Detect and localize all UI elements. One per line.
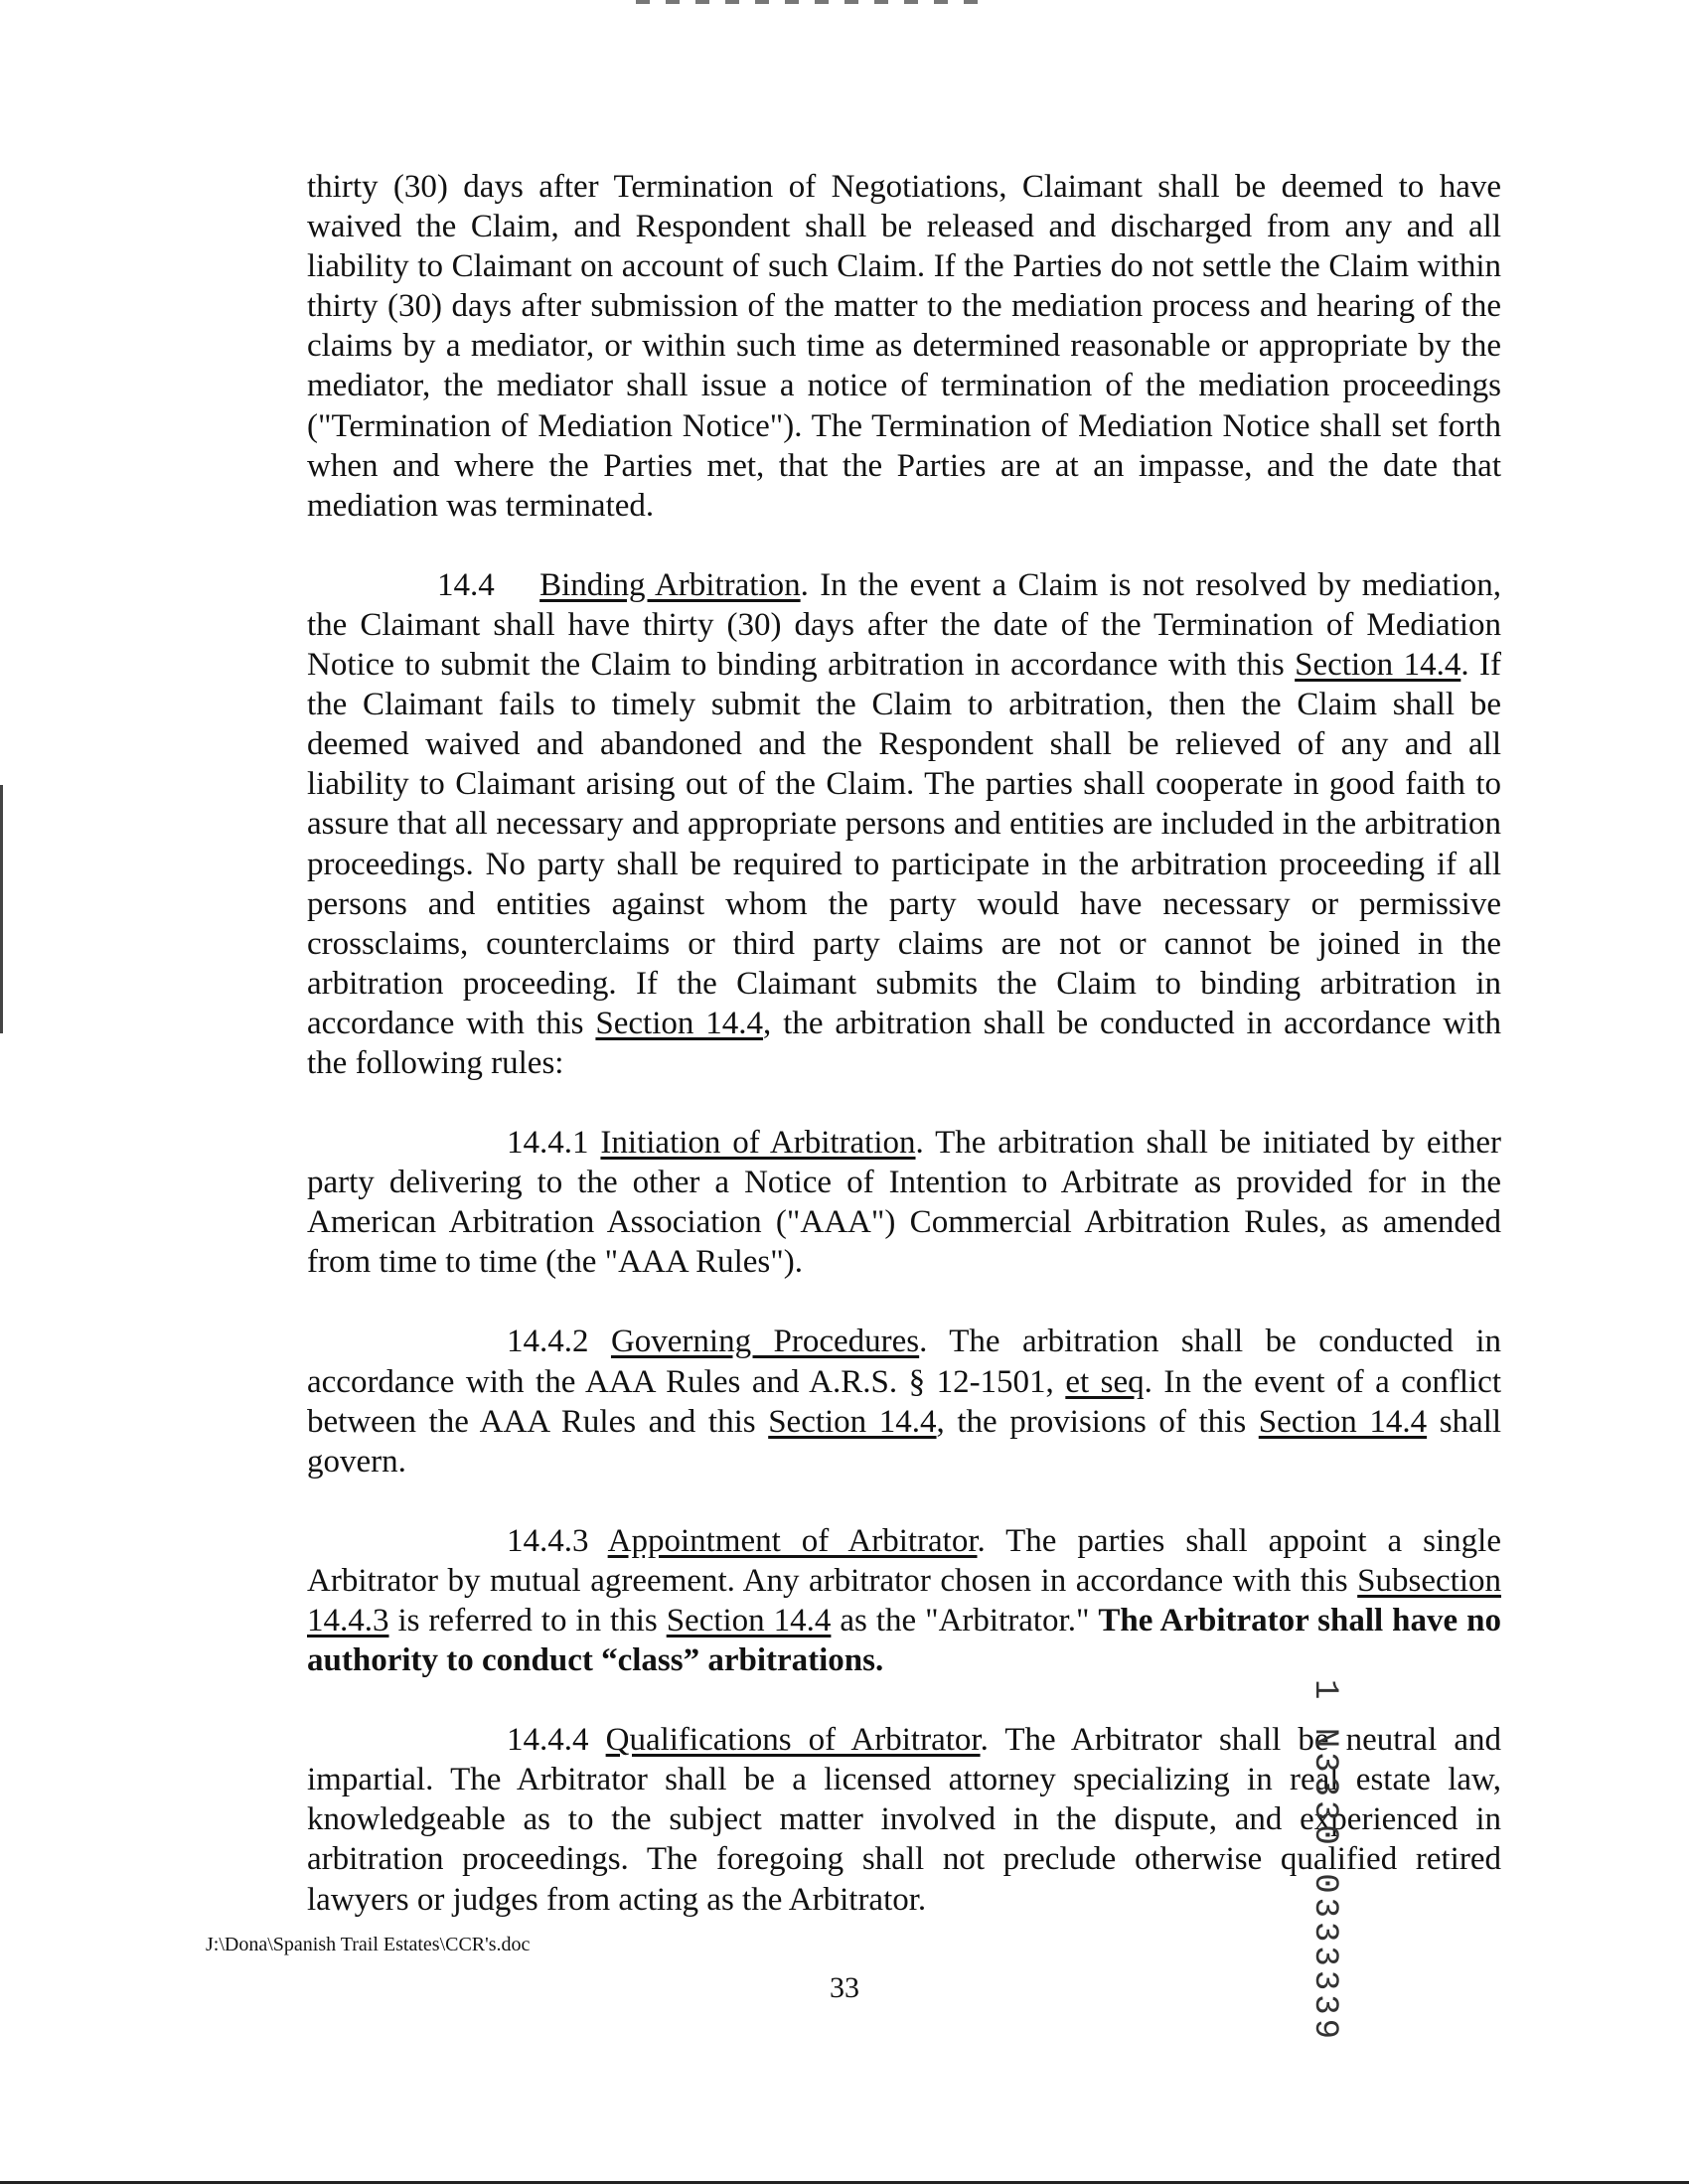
section-text: . The arbitration shall be initiated by either party delivering to the other a Notice of Intention to Arbitrate as provided for in the American Arbitration Association ("AAA") Commercial Arbitration Rules, as amended from time to time (the "AAA Rules").: [307, 1125, 1502, 1281]
section-number: 14.4: [437, 566, 495, 603]
section-14-4-1: [307, 1123, 1501, 1282]
section-text: . If the Claimant fails to timely submit the Claim to arbitration, then the Claim shall be deemed waived and abandoned and the Respondent shall be relieved of any and all liability to Claimant arising out of the Claim. The parties shall cooperate in good faith to assure that all necessary and appropriate persons and entities are included in the arbitration proceedings. No party shall be required to participate in the arbitration proceeding if all persons and entities against whom the party would have necessary or permissive crossclaims, counterclaims or third party claims are not or cannot be joined in the arbitration proceeding. If the Claimant submits the Claim to binding arbitration in accordance with this: [307, 647, 1502, 1041]
section-text: is referred to in this: [388, 1603, 667, 1638]
section-reference: Subsection 14.4.3: [307, 1562, 1501, 1638]
scan-artifact-top: [636, 0, 994, 4]
section-text: , the provisions of this: [936, 1403, 1259, 1440]
section-title: Initiation of Arbitration: [600, 1125, 916, 1162]
section-text: shall govern.: [307, 1403, 1502, 1480]
section-text: . The Arbitrator shall be neutral and impartial. The Arbitrator shall be a licensed attorney specializing in real estate law, knowledgeable as to the subject matter involved in the dispute, and experienced in arbitration proceedings. The foregoing shall not preclude otherwise qualified retired lawyers or judges from acting as the Arbitrator.: [307, 1722, 1501, 1918]
section-title: Governing Procedures: [610, 1324, 920, 1360]
section-number: 14.4.3: [507, 1522, 589, 1559]
section-text: , the arbitration shall be conducted in accordance with the following rules:: [307, 1005, 1502, 1081]
section-title: Appointment of Arbitrator: [607, 1522, 978, 1559]
body-text: [307, 167, 1501, 1920]
section-title: Qualifications of Arbitrator: [605, 1722, 981, 1759]
section-text: . In the event of a conflict between the AAA Rules and this: [307, 1363, 1501, 1440]
section-reference: Section 14.4: [595, 1005, 764, 1041]
section-text: as the "Arbitrator.": [831, 1603, 1099, 1638]
scan-artifact-left: [0, 785, 3, 1033]
latin-et-seq: et seq: [1065, 1363, 1145, 1400]
page-number: 33: [830, 1971, 859, 2004]
section-14-4-2: [307, 1322, 1501, 1481]
section-14-4-3: [307, 1521, 1501, 1680]
section-number: 14.4.4: [507, 1722, 589, 1759]
section-text: . The arbitration shall be conducted in accordance with the AAA Rules and A.R.S. § 12-1501,: [307, 1324, 1501, 1400]
section-reference: Section 14.4: [1295, 647, 1461, 684]
section-reference: Section 14.4: [666, 1603, 832, 1638]
bates-stamp: 1 N3330 0333339: [1305, 1679, 1343, 2044]
section-number: 14.4.2: [507, 1324, 589, 1360]
section-text: . The parties shall appoint a single Arbitrator by mutual agreement. Any arbitrator chosen in accordance with this: [307, 1522, 1501, 1599]
section-reference: Section 14.4: [1258, 1403, 1428, 1440]
section-number: 14.4.1: [507, 1125, 589, 1162]
footer-file-path: J:\Dona\Spanish Trail Estates\CCR's.doc: [206, 1934, 531, 1955]
paragraph-continuation: thirty (30) days after Termination of Negotiations, Claimant shall be deemed to have waived the Claim, and Respondent shall be released and discharged from any and all liability to Claimant on account of such Claim. If the Parties do not settle the Claim within thirty (30) days after submission of the matter to the mediation process and hearing of the claims by a mediator, or within such time as determined reasonable or appropriate by the mediator, the mediator shall issue a notice of termination of the mediation proceedings ("Termination of Mediation Notice"). The Termination of Mediation Notice shall set forth when and where the Parties met, that the Parties are at an impasse, and the date that mediation was terminated.: [307, 169, 1501, 524]
section-14-4: [307, 565, 1501, 1083]
section-title: Binding Arbitration: [539, 566, 801, 603]
section-text: . In the event a Claim is not resolved by mediation, the Claimant shall have thirty (30) days after the date of the Termination of Mediation Notice to submit the Claim to binding arbitration in accordance with this: [307, 566, 1501, 684]
section-reference: Section 14.4: [768, 1403, 937, 1440]
bold-clause: The Arbitrator shall have no authority to conduct “class” arbitrations.: [307, 1603, 1501, 1679]
